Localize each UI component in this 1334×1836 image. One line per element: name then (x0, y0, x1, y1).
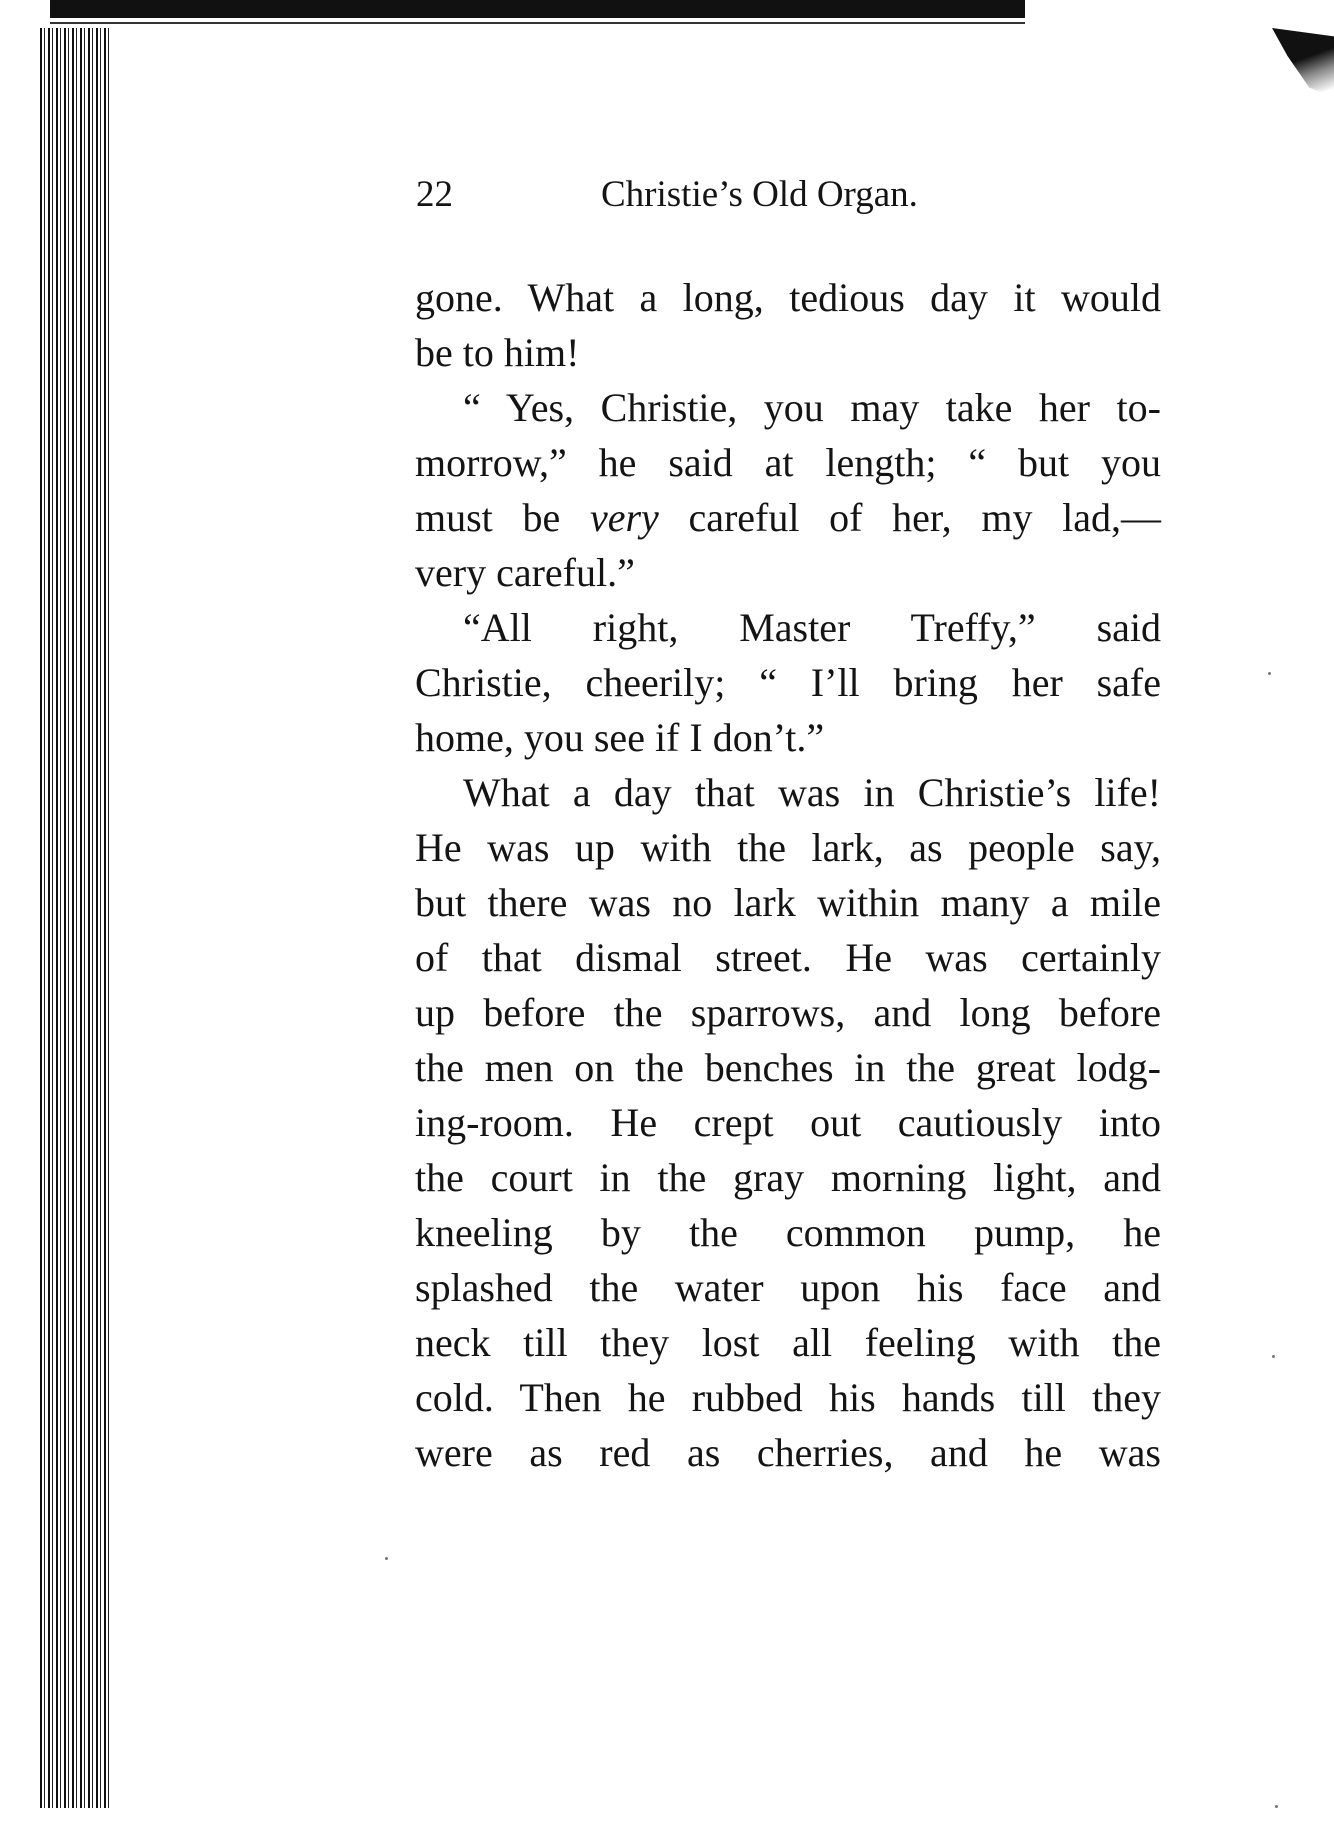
text-line: cold. Then he rubbed his hands till they (415, 1375, 1161, 1420)
top-rule (50, 0, 1025, 18)
top-rule-thin (50, 22, 1025, 24)
text-line: kneeling by the common pump, he (415, 1210, 1161, 1255)
text-line: “All right, Master Treffy,” said (463, 605, 1161, 650)
text-line: morrow,” he said at length; “ but you (415, 440, 1161, 485)
text-line: the court in the gray morning light, and (415, 1155, 1161, 1200)
text-line: but there was no lark within many a mile (415, 880, 1161, 925)
text-line: splashed the water upon his face and (415, 1265, 1161, 1310)
text-line: be to him! (415, 330, 580, 375)
text-line: very careful.” (415, 550, 635, 595)
scan-speck (1268, 672, 1271, 675)
scan-speck (385, 1557, 388, 1560)
text-line: the men on the benches in the great lodg- (415, 1045, 1161, 1090)
body-text (415, 270, 1161, 1480)
scan-speck (1275, 1805, 1278, 1808)
book-binding-edge (40, 28, 110, 1808)
scan-corner-mark (1272, 28, 1334, 98)
text-line: gone. What a long, tedious day it would (415, 275, 1161, 320)
text-line: must be very careful of her, my lad,— (415, 495, 1162, 540)
page-header (416, 170, 1016, 220)
running-title: Christie’s Old Organ. (601, 174, 918, 215)
scan-speck (1272, 1355, 1275, 1358)
text-line: Christie, cheerily; “ I’ll bring her safe (415, 660, 1161, 705)
text-line: What a day that was in Christie’s life! (463, 770, 1161, 815)
text-line: “ Yes, Christie, you may take her to- (463, 385, 1161, 430)
text-line: He was up with the lark, as people say, (415, 825, 1161, 870)
text-line: home, you see if I don’t.” (415, 715, 825, 760)
text-line: of that dismal street. He was certainly (415, 935, 1161, 980)
page-number: 22 (416, 174, 453, 215)
text-line: were as red as cherries, and he was (415, 1430, 1161, 1475)
text-line: up before the sparrows, and long before (415, 990, 1161, 1035)
text-line: ing-room. He crept out cautiously into (415, 1100, 1161, 1145)
text-line: neck till they lost all feeling with the (415, 1320, 1161, 1365)
